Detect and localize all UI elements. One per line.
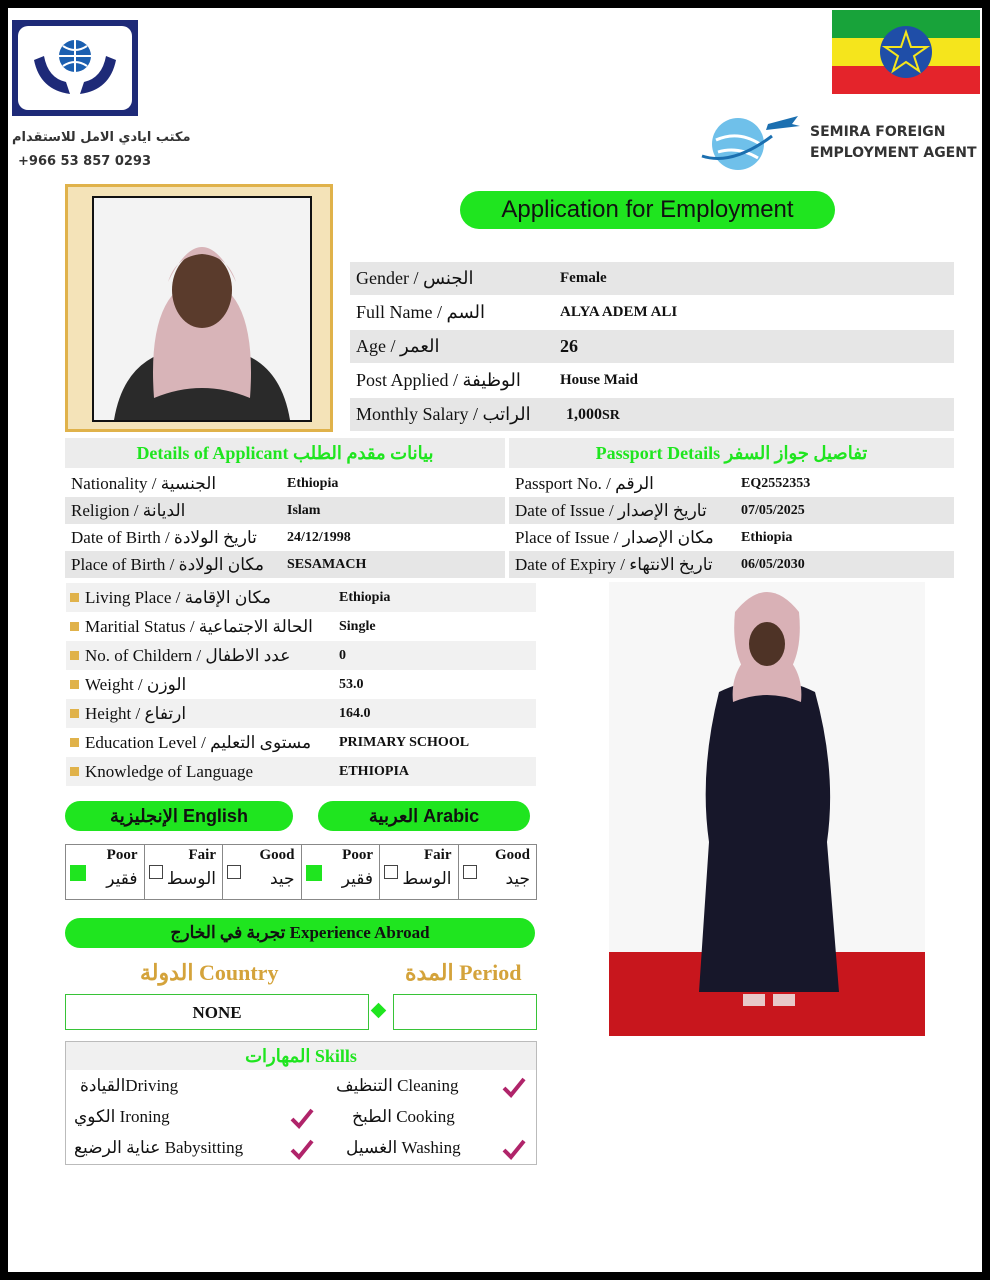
applicant-row: [65, 524, 505, 551]
personal-row: [66, 612, 536, 641]
pob-value: SESAMACH: [287, 557, 367, 572]
language-levels-table: [65, 844, 537, 900]
passport-row: [509, 524, 954, 551]
level-en: Poor: [342, 847, 373, 863]
full-name-value: ALYA ADEM ALI: [560, 304, 678, 320]
height-value: 164.0: [339, 706, 371, 721]
bullet-icon: [70, 622, 79, 631]
agent-name: [810, 122, 977, 164]
skill-driving: القيادةDriving: [80, 1076, 179, 1095]
summary-row-gender: [350, 262, 954, 296]
gender-label: Gender / الجنس: [356, 268, 474, 288]
passport-details-heading: Passport Details تفاصيل جواز السفر: [509, 438, 954, 468]
arabic-poor-cell[interactable]: [302, 845, 381, 899]
full-name-label: Full Name / السم: [356, 302, 486, 322]
skills-heading: المهارات Skills: [66, 1042, 536, 1070]
height-label: Height / ارتفاع: [85, 704, 187, 723]
summary-row-post: [350, 364, 954, 398]
level-ar: الوسط: [402, 869, 452, 889]
issue-place-label: Place of Issue / مكان الإصدار: [515, 528, 714, 547]
agent-logo: [698, 104, 804, 178]
summary-table: [350, 262, 954, 432]
children-value: 0: [339, 648, 346, 663]
skill-cleaning: التنظيف Cleaning: [336, 1076, 459, 1095]
passport-row: [509, 497, 954, 524]
bullet-icon: [70, 767, 79, 776]
ethiopia-flag: [832, 10, 980, 94]
full-body-photo: [609, 582, 925, 1036]
level-ar: جيد: [505, 869, 530, 889]
personal-row: [66, 641, 536, 670]
weight-label: Weight / الوزن: [85, 675, 187, 694]
dob-label: Date of Birth / تاريخ الولادة: [71, 528, 257, 547]
summary-row-name: [350, 296, 954, 330]
applicant-row: [65, 497, 505, 524]
diamond-icon: [371, 1003, 387, 1019]
religion-value: Islam: [287, 503, 321, 518]
passport-row: [509, 551, 954, 578]
level-en: Fair: [188, 847, 216, 863]
living-place-value: Ethiopia: [339, 590, 391, 605]
summary-row-age: [350, 330, 954, 364]
english-pill: الإنجليزية English: [65, 801, 293, 831]
language-knowledge-value: ETHIOPIA: [339, 764, 410, 779]
passport-no-label: Passport No. / الرقم: [515, 474, 654, 493]
education-label: Education Level / مستوى التعليم: [85, 733, 312, 752]
period-field[interactable]: [393, 994, 537, 1030]
marital-status-value: Single: [339, 619, 376, 634]
check-icon: [502, 1138, 526, 1165]
issue-date-label: Date of Issue / تاريخ الإصدار: [515, 501, 707, 520]
bullet-icon: [70, 738, 79, 747]
checkbox-icon[interactable]: [306, 865, 322, 881]
nationality-label: Nationality / الجنسية: [71, 474, 217, 493]
level-ar: فقير: [106, 869, 138, 889]
dob-value: 24/12/1998: [287, 530, 351, 545]
check-icon: [290, 1138, 314, 1165]
age-label: Age / العمر: [356, 336, 440, 356]
skill-cooking: الطبخ Cooking: [352, 1107, 455, 1126]
personal-row: [66, 728, 536, 757]
application-form: [8, 8, 982, 1272]
salary-unit: SR: [602, 408, 620, 423]
checkbox-icon[interactable]: [384, 865, 398, 879]
religion-label: Religion / الديانة: [71, 501, 186, 520]
checkbox-icon[interactable]: [463, 865, 477, 879]
salary-label: Monthly Salary / الراتب: [356, 404, 531, 424]
skill-ironing: الكوي Ironing: [74, 1107, 170, 1126]
level-ar: فقير: [341, 869, 373, 889]
salary-amount: 1,000: [566, 406, 602, 423]
skill-babysitting: عناية الرضيع Babysitting: [74, 1138, 244, 1157]
checkbox-icon[interactable]: [149, 865, 163, 879]
bullet-icon: [70, 593, 79, 602]
office-logo: [12, 20, 138, 116]
english-fair-cell[interactable]: [145, 845, 224, 899]
post-applied-value: House Maid: [560, 372, 638, 388]
level-en: Poor: [106, 847, 138, 863]
bullet-icon: [70, 709, 79, 718]
portrait-photo: [92, 196, 312, 422]
applicant-details-heading: Details of Applicant بيانات مقدم الطلب: [65, 438, 505, 468]
expiry-date-label: Date of Expiry / تاريخ الانتهاء: [515, 555, 713, 574]
english-good-cell[interactable]: [223, 845, 302, 899]
arabic-fair-cell[interactable]: [380, 845, 459, 899]
applicant-row: [65, 470, 505, 497]
bullet-icon: [70, 651, 79, 660]
country-label: الدولة Country: [140, 960, 279, 985]
english-poor-cell[interactable]: [66, 845, 145, 899]
arabic-good-cell[interactable]: [459, 845, 537, 899]
level-ar: الوسط: [166, 869, 216, 889]
passport-row: [509, 470, 954, 497]
checkbox-icon[interactable]: [70, 865, 86, 881]
agent-name-line1: SEMIRA FOREIGN: [810, 124, 946, 140]
level-en: Fair: [424, 847, 452, 863]
weight-value: 53.0: [339, 677, 364, 692]
gender-value: Female: [560, 270, 607, 286]
skill-washing: الغسيل Washing: [346, 1138, 461, 1157]
issue-place-value: Ethiopia: [741, 530, 793, 545]
agent-name-line2: EMPLOYMENT AGENT: [810, 145, 977, 161]
personal-row: [66, 670, 536, 699]
issue-date-value: 07/05/2025: [741, 503, 805, 518]
experience-heading: تجربة في الخارج Experience Abroad: [65, 918, 535, 948]
level-en: Good: [259, 847, 295, 863]
age-value: 26: [560, 336, 578, 356]
level-en: Good: [494, 847, 530, 863]
nationality-value: Ethiopia: [287, 476, 339, 491]
pob-label: Place of Birth / مكان الولادة: [71, 555, 264, 574]
check-icon: [290, 1107, 314, 1134]
expiry-date-value: 06/05/2030: [741, 557, 805, 572]
language-knowledge-label: Knowledge of Language: [85, 762, 254, 781]
arabic-pill: العربية Arabic: [318, 801, 530, 831]
checkbox-icon[interactable]: [227, 865, 241, 879]
children-label: No. of Childern / عدد الاطفال: [85, 646, 291, 665]
education-value: PRIMARY SCHOOL: [339, 735, 470, 750]
personal-row: [66, 699, 536, 728]
level-ar: جيد: [269, 869, 295, 889]
applicant-row: [65, 551, 505, 578]
personal-row: [66, 757, 536, 786]
office-phone: +966 53 857 0293: [18, 154, 152, 169]
period-label: المدة Period: [405, 960, 522, 985]
living-place-label: Living Place / مكان الإقامة: [85, 588, 271, 607]
country-field[interactable]: NONE: [65, 994, 369, 1030]
salary-value: [552, 398, 620, 431]
office-name: مكتب ايادي الامل للاستقدام: [12, 130, 191, 145]
check-icon: [502, 1076, 526, 1103]
skills-table: [65, 1041, 537, 1165]
personal-row: [66, 583, 536, 612]
bullet-icon: [70, 680, 79, 689]
marital-status-label: Maritial Status / الحالة الاجتماعية: [85, 617, 313, 636]
post-applied-label: Post Applied / الوظيفة: [356, 370, 521, 390]
passport-no-value: EQ2552353: [741, 476, 811, 491]
form-title: Application for Employment: [460, 191, 835, 229]
summary-row-salary: [350, 398, 954, 432]
